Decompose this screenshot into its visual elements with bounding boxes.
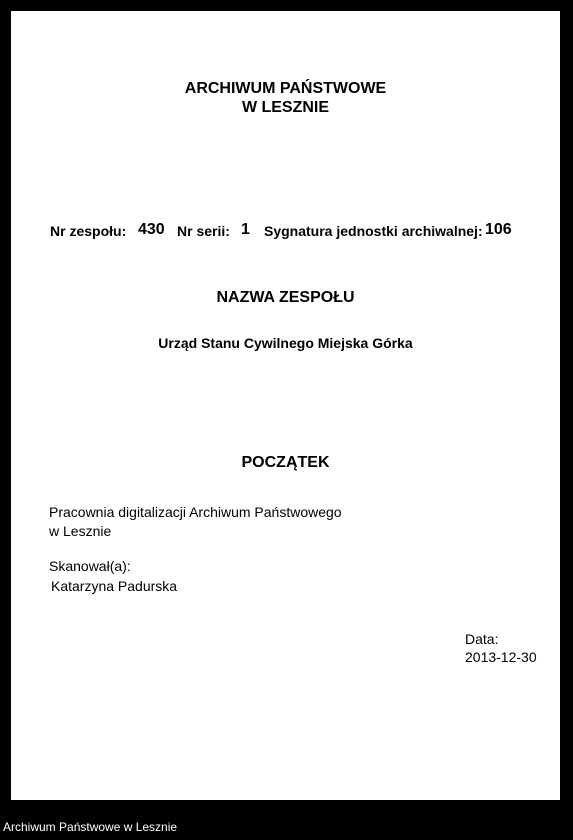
collection-name: Urząd Stanu Cywilnego Miejska Górka xyxy=(158,335,413,351)
lab-line2: w Lesznie xyxy=(49,523,112,539)
collection-heading: NAZWA ZESPOŁU xyxy=(216,289,355,306)
date-value: 2013-12-30 xyxy=(465,649,537,665)
archive-title-line2: W LESZNIE xyxy=(241,99,330,116)
sygnatura-label: Sygnatura jednostki archiwalnej: xyxy=(264,223,483,239)
seria-value: 1 xyxy=(241,221,250,238)
scanner-label: Skanował(a): xyxy=(49,558,131,574)
document-sheet xyxy=(11,11,560,800)
date-label: Data: xyxy=(465,631,499,647)
section-heading: POCZĄTEK xyxy=(241,454,330,471)
archive-title-line1: ARCHIWUM PAŃSTWOWE xyxy=(184,80,387,97)
seria-label: Nr serii: xyxy=(177,223,230,239)
lab-line1: Pracownia digitalizacji Archiwum Państwowego xyxy=(49,504,342,520)
footer-caption: Archiwum Państwowe w Lesznie xyxy=(3,820,178,834)
zespol-value: 430 xyxy=(138,221,165,238)
sygnatura-value: 106 xyxy=(485,221,512,238)
zespol-label: Nr zespołu: xyxy=(50,223,127,239)
scanner-name: Katarzyna Padurska xyxy=(51,578,178,594)
